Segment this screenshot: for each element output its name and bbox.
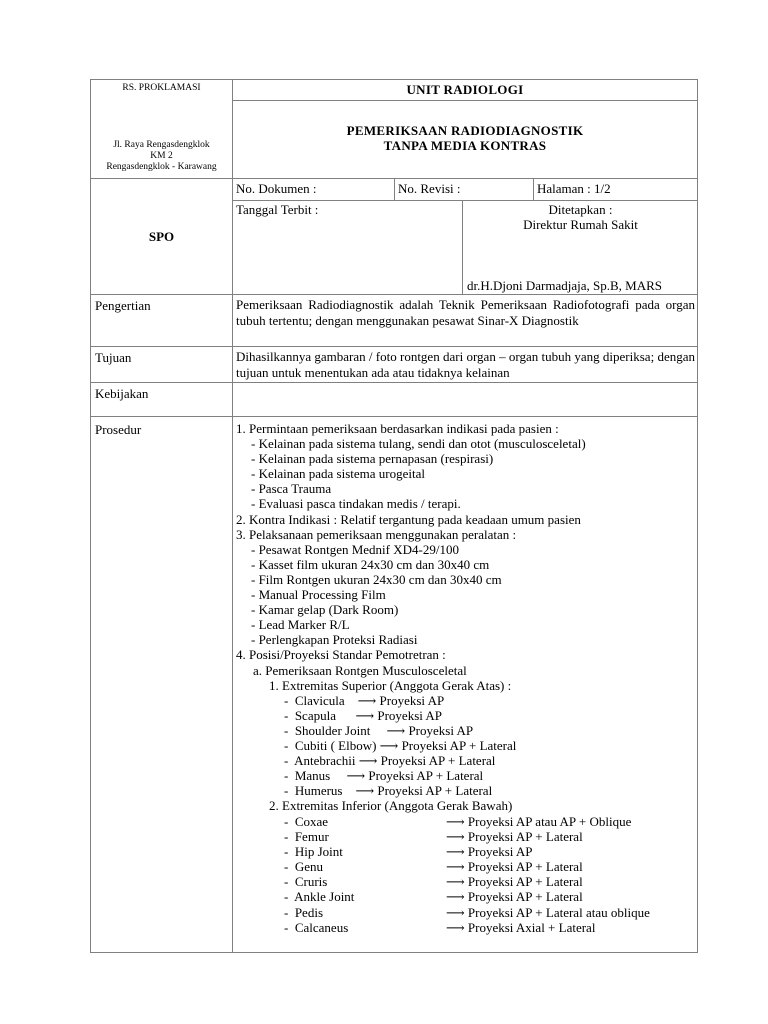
hospital-address-line: Jl. Raya Rengasdengklok [113,140,210,150]
list-item: ⟶ Proyeksi AP + Lateral [446,829,583,845]
list-item: - Clavicula ⟶ Proyeksi AP [284,692,445,708]
list-item: ⟶ Proyeksi AP [446,844,533,860]
col-divider [533,178,534,200]
list-item: - Lead Marker R/L [251,617,350,633]
list-item: - Pasca Trauma [251,481,332,497]
inferior-projections [446,814,650,935]
list-item: - Manual Processing Film [251,587,386,603]
row-divider [91,178,698,179]
list-item: - Kelainan pada sistema pernapasan (respirasi) [251,451,494,467]
list-item: 2. Kontra Indikasi : Relatif tergantung pada keadaan umum pasien [236,511,581,527]
list-item: - Hip Joint [284,844,343,860]
list-item: - Evaluasi pasca tindakan medis / terapi. [251,496,461,512]
list-item: - Humerus ⟶ Proyeksi AP + Lateral [284,783,493,799]
kebijakan-label: Kebijakan [95,386,149,401]
row-divider [232,200,698,201]
list-item: - Kelainan pada sistema urogeital [251,466,425,482]
list-item: a. Pemeriksaan Rontgen Musculosceletal [253,662,467,678]
no-revisi-label: No. Revisi : [398,181,461,196]
list-item: - Scapula ⟶ Proyeksi AP [284,707,443,723]
list-item: - Cruris [284,874,328,890]
list-item: - Pesawat Rontgen Mednif XD4-29/100 [251,541,459,557]
list-item: 2. Extremitas Inferior (Anggota Gerak Bawah) [269,798,513,814]
list-item: - Genu [284,859,323,875]
row-divider [232,100,698,101]
list-item: - Film Rontgen ukuran 24x30 cm dan 30x40 cm [251,571,502,587]
row-divider [91,416,698,417]
col-divider [232,80,233,953]
row-divider [91,294,698,295]
list-item: - Antebrachii ⟶ Proyeksi AP + Lateral [284,753,496,769]
list-item: 1. Extremitas Superior (Anggota Gerak Atas) : [269,677,512,693]
row-divider [91,346,698,347]
list-item: ⟶ Proyeksi AP + Lateral [446,889,583,905]
list-item: ⟶ Proyeksi Axial + Lateral [446,919,596,935]
list-item: - Calcaneus [284,919,349,935]
ditetapkan-label: Ditetapkan : [548,202,613,217]
hospital-name: RS. PROKLAMASI [122,83,201,93]
list-item: 1. Permintaan pemeriksaan berdasarkan indikasi pada pasien : [236,421,559,436]
list-item: - Perlengkapan Proteksi Radiasi [251,632,418,648]
halaman-label: Halaman : 1/2 [537,181,611,196]
document-title: PEMERIKSAAN RADIODIAGNOSTIK [346,123,584,138]
col-divider [394,178,395,200]
list-item: ⟶ Proyeksi AP + Lateral [446,859,583,875]
pengertian-label: Pengertian [95,298,151,313]
list-item: - Cubiti ( Elbow) ⟶ Proyeksi AP + Lateral [284,737,517,753]
list-item: - Kamar gelap (Dark Room) [251,602,399,618]
list-item: ⟶ Proyeksi AP + Lateral [446,874,583,890]
hospital-address-line: KM 2 [150,151,173,161]
list-item: - Pedis [284,904,323,920]
list-item: - Kasset film ukuran 24x30 cm dan 30x40 cm [251,556,490,572]
tujuan-label: Tujuan [95,350,132,365]
direktur-label: Direktur Rumah Sakit [523,217,638,232]
pengertian-text: Pemeriksaan Radiodiagnostik adalah Teknik Pemeriksaan Radiofotografi pada organ tubuh tertentu; dengan menggunakan pesawat Sinar-X Diagnostik [236,297,695,328]
list-item: - Kelainan pada sistema tulang, sendi dan otot (musculosceletal) [251,436,586,452]
document-table [90,79,698,953]
unit-title: UNIT RADIOLOGI [406,82,524,97]
list-item: - Ankle Joint [284,889,355,905]
row-divider [91,382,698,383]
inferior-names [284,814,354,935]
list-item: - Femur [284,829,329,845]
list-item: ⟶ Proyeksi AP atau AP + Oblique [446,814,632,829]
list-item: - Manus ⟶ Proyeksi AP + Lateral [284,768,484,784]
list-item: ⟶ Proyeksi AP + Lateral atau oblique [446,904,650,920]
list-item: 3. Pelaksanaan pemeriksaan menggunakan peralatan : [236,526,517,542]
no-dokumen-label: No. Dokumen : [236,181,317,196]
hospital-address-line: Rengasdengklok - Karawang [106,162,217,172]
document-subtitle: TANPA MEDIA KONTRAS [383,138,547,153]
list-item: - Coxae [284,814,329,829]
tanggal-terbit-label: Tanggal Terbit : [236,202,319,217]
spo-label: SPO [148,229,175,244]
list-item: 4. Posisi/Proyeksi Standar Pemotretran : [236,647,446,663]
signer-name: dr.H.Djoni Darmadjaja, Sp.B, MARS [467,278,662,293]
prosedur-list [236,421,586,813]
list-item: - Shoulder Joint ⟶ Proyeksi AP [284,722,474,738]
prosedur-label: Prosedur [95,422,142,437]
tujuan-text: Dihasilkannya gambaran / foto rontgen dari organ – organ tubuh yang diperiksa; dengan tujuan untuk menentukan ada atau tidaknya kelainan [236,349,695,380]
